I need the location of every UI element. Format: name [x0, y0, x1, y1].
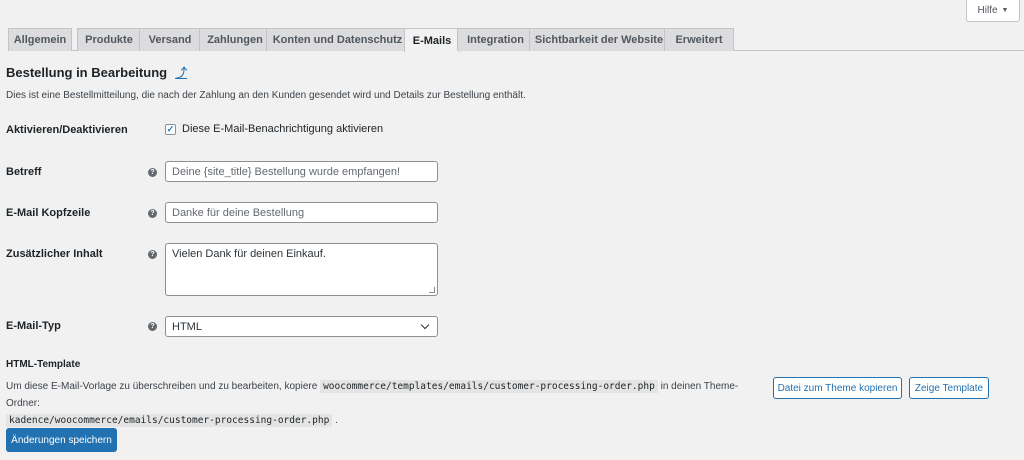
chevron-down-icon: [421, 321, 429, 329]
tab-erweitert[interactable]: Erweitert: [664, 28, 734, 51]
template-target-path: kadence/woocommerce/emails/customer-processing-order.php: [6, 414, 332, 427]
heading-label: E-Mail Kopfzeile: [6, 207, 91, 219]
section-title-text: Bestellung in Bearbeitung: [6, 65, 168, 80]
template-description: [6, 378, 746, 429]
template-source-path: woocommerce/templates/emails/customer-processing-order.php: [320, 380, 658, 393]
email-type-select[interactable]: [165, 316, 438, 337]
additional-content-label: Zusätzlicher Inhalt: [6, 248, 103, 260]
additional-content-textarea[interactable]: [165, 243, 438, 296]
tab-konten-datenschutz[interactable]: Konten und Datenschutz: [266, 28, 409, 51]
help-label: Hilfe: [977, 5, 998, 16]
enable-checkbox-row[interactable]: [165, 123, 383, 135]
enable-label: Aktivieren/Deaktivieren: [6, 124, 128, 136]
template-text-after: .: [335, 415, 338, 426]
tab-zahlungen[interactable]: Zahlungen: [199, 28, 271, 51]
help-button[interactable]: [966, 0, 1020, 22]
help-tip-icon[interactable]: ?: [148, 168, 157, 177]
heading-input[interactable]: Danke für deine Bestellung: [165, 202, 438, 223]
help-tip-icon[interactable]: ?: [148, 209, 157, 218]
tab-versand[interactable]: Versand: [139, 28, 201, 51]
subject-label: Betreff: [6, 166, 42, 178]
additional-content-value: Vielen Dank für deinen Einkauf.: [172, 248, 326, 260]
help-tip-icon[interactable]: ?: [148, 250, 157, 259]
view-template-button[interactable]: Zeige Template: [909, 377, 989, 399]
tab-produkte[interactable]: Produkte: [77, 28, 141, 51]
tab-integration[interactable]: Integration: [457, 28, 534, 51]
email-type-label: E-Mail-Typ: [6, 320, 61, 332]
tab-emails[interactable]: E-Mails: [404, 28, 460, 52]
tab-allgemein[interactable]: Allgemein: [8, 28, 72, 51]
save-changes-button[interactable]: Änderungen speichern: [6, 428, 117, 452]
section-title: [6, 64, 187, 81]
help-tip-icon[interactable]: ?: [148, 322, 157, 331]
section-description: Dies ist eine Bestellmitteilung, die nach der Zahlung an den Kunden gesendet wird und Details zur Bestellung enthält.: [6, 90, 526, 101]
enable-checkbox[interactable]: ✓: [166, 123, 175, 134]
up-level-icon[interactable]: ⤴: [175, 66, 188, 80]
template-heading: HTML-Template: [6, 359, 81, 370]
caret-down-icon: ▼: [1001, 7, 1009, 14]
template-text-middle: in deinen Theme-Ordner:: [6, 381, 739, 409]
resize-handle-icon[interactable]: [429, 287, 435, 293]
settings-tabs: [8, 28, 1024, 51]
template-text-before: Um diese E-Mail-Vorlage zu überschreiben und zu bearbeiten, kopiere: [6, 381, 318, 392]
tab-sichtbarkeit[interactable]: Sichtbarkeit der Website: [529, 28, 669, 51]
subject-input[interactable]: Deine {site_title} Bestellung wurde empfangen!: [165, 161, 438, 182]
enable-checkbox-label[interactable]: Diese E-Mail-Benachrichtigung aktivieren: [182, 123, 384, 135]
copy-to-theme-button[interactable]: Datei zum Theme kopieren: [773, 377, 902, 399]
email-type-value: HTML: [172, 320, 202, 333]
